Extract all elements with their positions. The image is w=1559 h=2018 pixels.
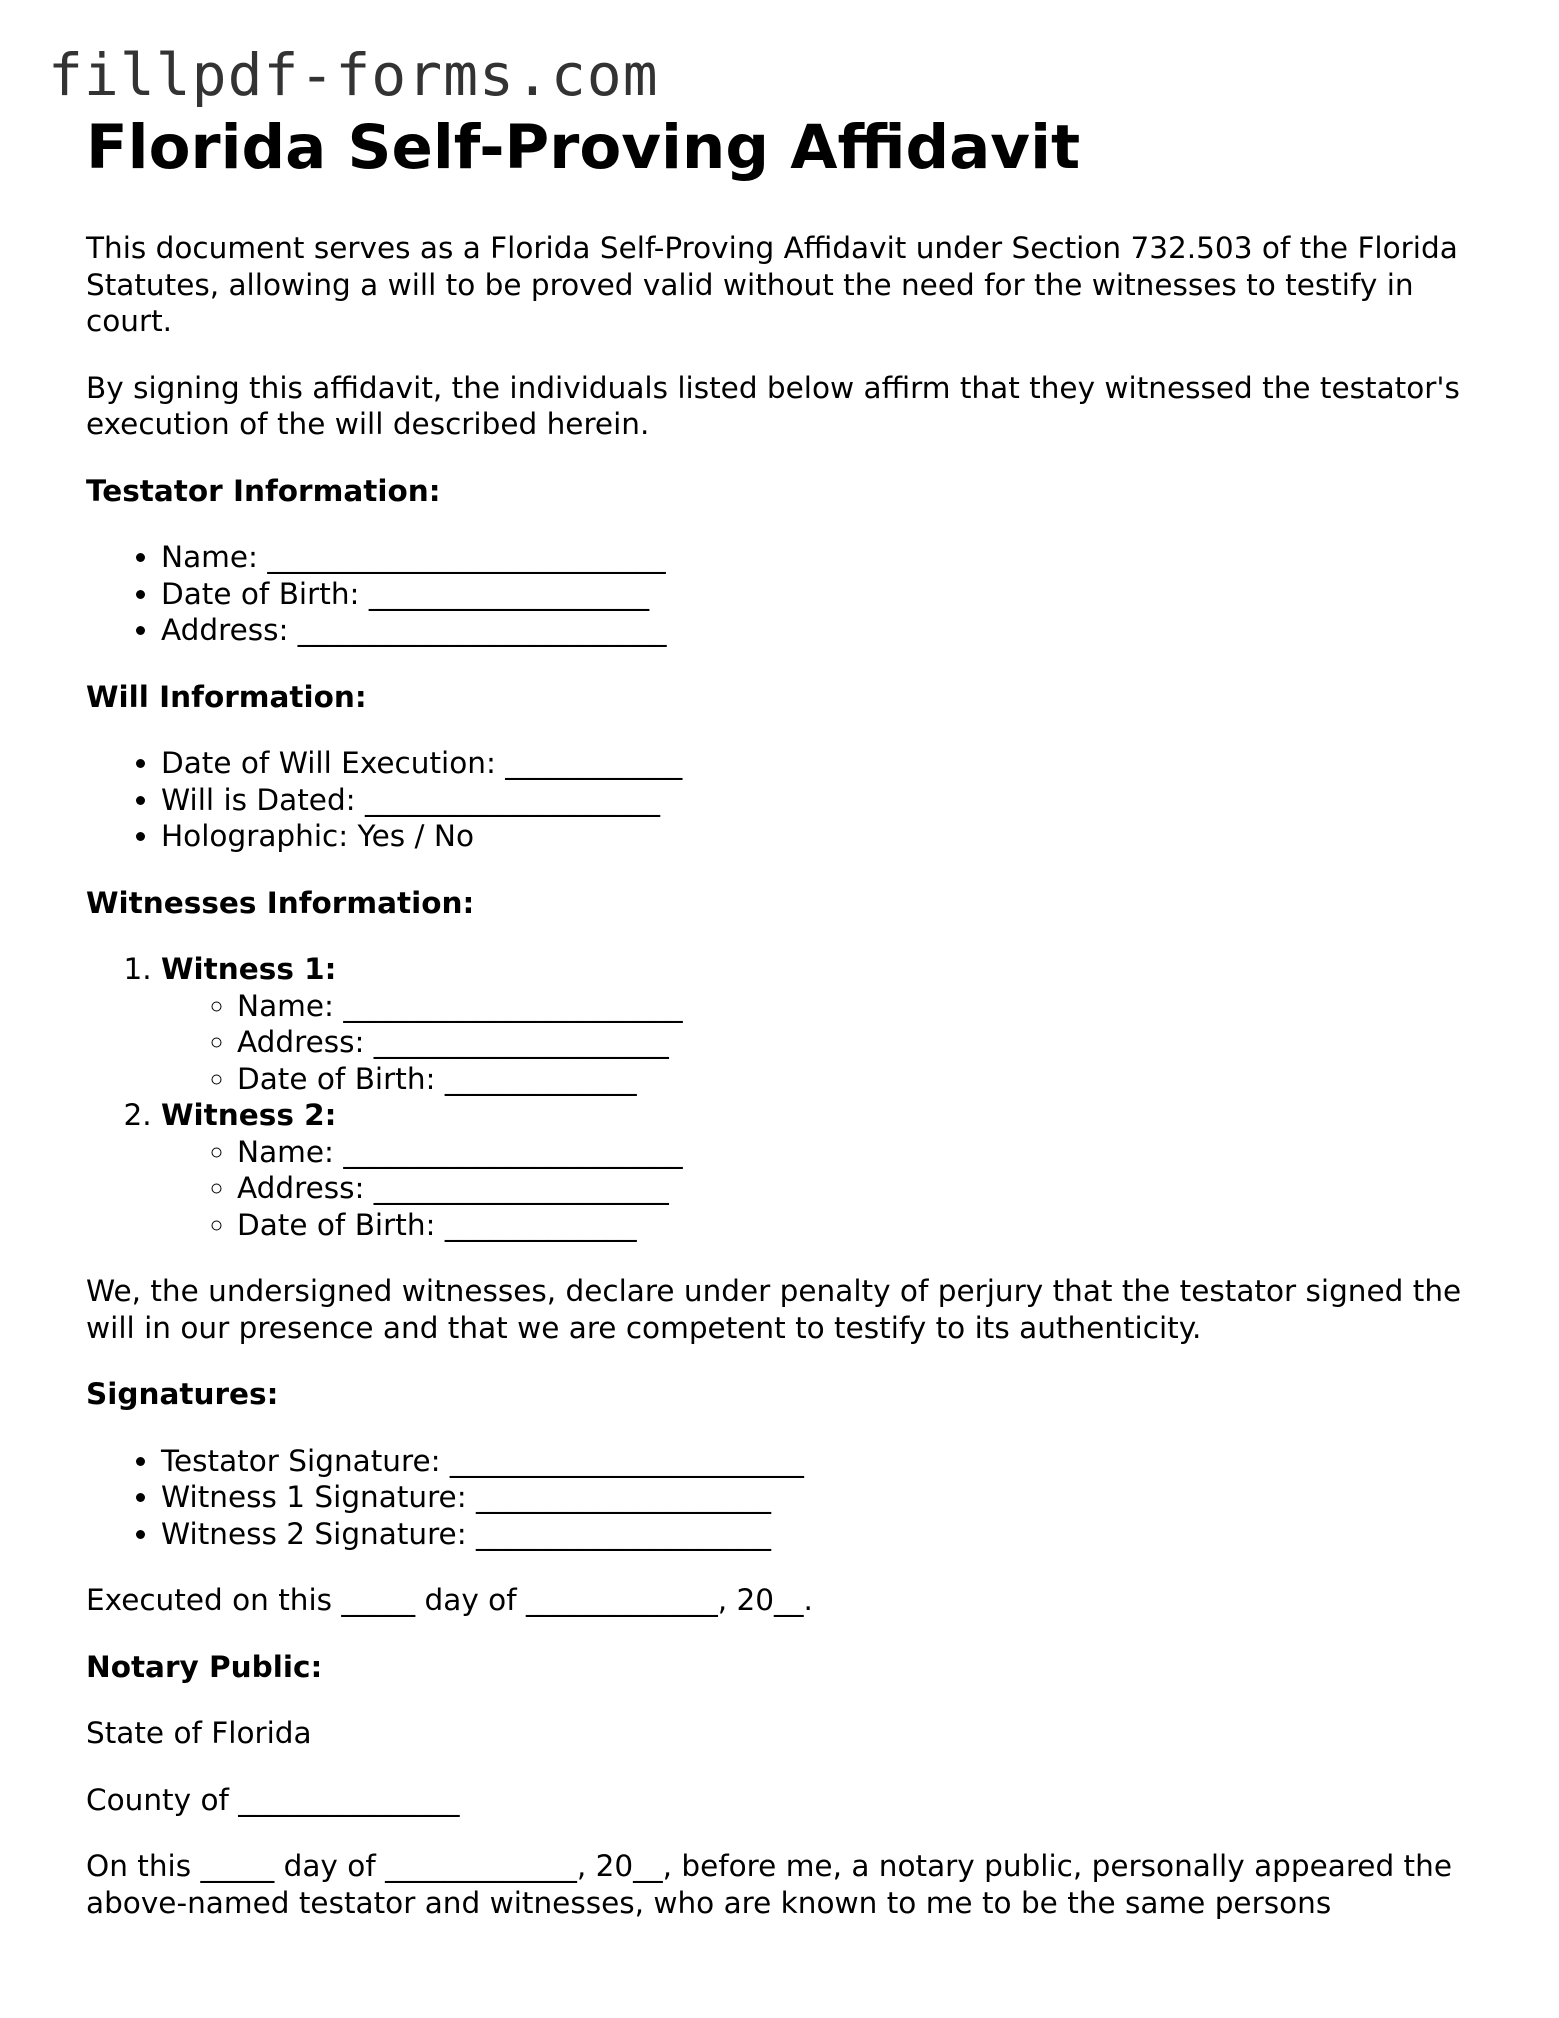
testator-signature-field: • Testator Signature: ________________________ [161, 1443, 1486, 1480]
intro-paragraph-2: By signing this affidavit, the individuals listed below affirm that they witnessed the testator's execution of the will described herein. [86, 370, 1460, 441]
will-dated-field: • Will is Dated: ____________________ [161, 782, 1486, 819]
testator-dob-field: • Date of Birth: ___________________ [161, 576, 1486, 613]
witness-2-name-field: ◦ Name: _______________________ [237, 1134, 1486, 1171]
document-body [86, 110, 1486, 1951]
testator-address-field: • Address: _________________________ [161, 612, 1486, 649]
signatures-heading: Signatures: [86, 1377, 279, 1411]
will-list [86, 745, 1486, 855]
testator-name-field: • Name: ___________________________ [161, 539, 1486, 576]
declaration-paragraph: We, the undersigned witnesses, declare under penalty of perjury that the testator signed the will in our presence and that we are competent to testify to its authenticity. [86, 1274, 1462, 1345]
signatures-list [86, 1443, 1486, 1553]
site-watermark: fillpdf-forms.com [48, 41, 659, 109]
witness-2-fields [161, 1134, 1486, 1244]
witness-2-item [161, 1097, 1486, 1243]
notary-county: County of _______________ [86, 1782, 460, 1817]
witness-1-label: Witness 1: [161, 952, 337, 986]
witness-1-address-field: ◦ Address: ____________________ [237, 1024, 1486, 1061]
will-heading: Will Information: [86, 679, 367, 714]
witness-2-dob-field: ◦ Date of Birth: _____________ [237, 1207, 1486, 1244]
notary-statement: On this _____ day of _____________, 20__, before me, a notary public, personally appeared the above-named testator and witnesses, who are known to me to be the same persons [86, 1849, 1452, 1920]
witness-1-fields [161, 988, 1486, 1098]
document-title: Florida Self-Proving Affidavit [86, 112, 1081, 183]
witnesses-heading: Witnesses Information: [86, 885, 475, 920]
witness-2-label: Witness 2: [161, 1098, 337, 1132]
testator-heading: Testator Information: [86, 473, 441, 508]
witnesses-list [86, 951, 1486, 1243]
witness-1-name-field: ◦ Name: _______________________ [237, 988, 1486, 1025]
will-holographic-field: • Holographic: Yes / No [161, 818, 1486, 855]
testator-list [86, 539, 1486, 649]
notary-state: State of Florida [86, 1716, 312, 1750]
intro-paragraph-1: This document serves as a Florida Self-Proving Affidavit under Section 732.503 of the Florida Statutes, allowing a will to be proved valid without the need for the witnesses to testify in court. [86, 231, 1458, 338]
witness-1-dob-field: ◦ Date of Birth: _____________ [237, 1061, 1486, 1098]
executed-date-line: Executed on this _____ day of _____________, 20__. [86, 1583, 813, 1617]
witness-2-signature-field: • Witness 2 Signature: ____________________ [161, 1516, 1486, 1553]
witness-1-item [161, 951, 1486, 1097]
witness-2-address-field: ◦ Address: ____________________ [237, 1170, 1486, 1207]
will-execution-date-field: • Date of Will Execution: ____________ [161, 745, 1486, 782]
witness-1-signature-field: • Witness 1 Signature: ____________________ [161, 1479, 1486, 1516]
notary-heading: Notary Public: [86, 1649, 323, 1684]
